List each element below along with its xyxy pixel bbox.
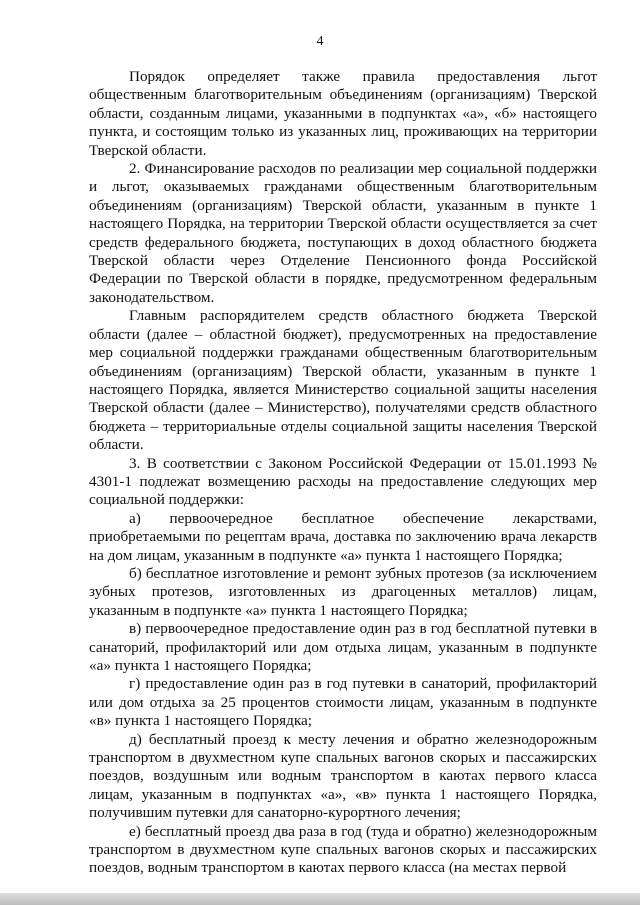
list-item-b: б) бесплатное изготовление и ремонт зубных протезов (за исключением зубных протезов, изготовленных из драгоценных металлов) лицам, указанным в подпункте «а» пункта 1 настоящего Порядка;: [89, 564, 597, 619]
list-item-g: г) предоставление один раз в год путевки в санаторий, профилакторий или дом отдыха за 25 процентов стоимости лицам, указанным в подпункте «в» пункта 1 настоящего Порядка;: [89, 675, 597, 730]
document-body: [89, 68, 597, 878]
paragraph-financing: 2. Финансирование расходов по реализации мер социальной поддержки и льгот, оказываемых гражданами общественным благотворительным объединениям (организациям) Тверской области, указанным в пункте 1 настоящего Порядка, на территории Тверской области осуществляется за счет средств федерального бюджета, поступающих в доход областного бюджета Тверской области через Отделение Пенсионного фонда Российской Федерации по Тверской области в порядке, предусмотренном федеральным законодательством.: [89, 160, 597, 306]
paragraph-order-rules: Порядок определяет также правила предоставления льгот общественным благотворительным объединениям (организациям) Тверской области, созданным лицами, указанными в подпунктах «а», «б» настоящего пункта, и состоящим только из указанных лиц, проживающих на территории Тверской области.: [89, 68, 597, 159]
paragraph-budget-manager: Главным распорядителем средств областного бюджета Тверской области (далее – областной бюджет), предусмотренных на предоставление мер социальной поддержки гражданами общественным благотворительным объединениям (организациям) Тверской области, указанным в пункте 1 настоящего Порядка, является Министерство социальной защиты населения Тверской области (далее – Министерство), получателями средств областного бюджета – территориальные отделы социальной защиты населения Тверской области.: [89, 307, 597, 454]
list-item-e: е) бесплатный проезд два раза в год (туда и обратно) железнодорожным транспортом в двухместном купе спальных вагонов скорых и пассажирских поездов, водным транспортом в каютах первого класса (на местах первой: [89, 822, 597, 877]
list-item-d: д) бесплатный проезд к месту лечения и обратно железнодорожным транспортом в двухместном купе спальных вагонов скорых и пассажирских поездов, воздушным или водным транспортом в каютах первого класса лицам, указанным в подпунктах «а», «в» пункта 1 настоящего Порядка, получившим путевки для санаторно-курортного лечения;: [89, 730, 597, 822]
list-item-a: а) первоочередное бесплатное обеспечение лекарствами, приобретаемыми по рецептам врача, доставка по заключению врача лекарств на дом лицам, указанным в подпункте «а» пункта 1 настоящего Порядка;: [89, 509, 597, 564]
scan-bottom-edge: [0, 893, 640, 905]
page-number: 4: [316, 34, 324, 49]
paragraph-compensation: 3. В соответствии с Законом Российской Федерации от 15.01.1993 № 4301-1 подлежат возмещению расходы на предоставление следующих мер социальной поддержки:: [89, 454, 597, 509]
list-item-v: в) первоочередное предоставление один раз в год бесплатной путевки в санаторий, профилакторий или дом отдыха лицам, указанным в подпункте «а» пункта 1 настоящего Порядка;: [89, 620, 597, 674]
